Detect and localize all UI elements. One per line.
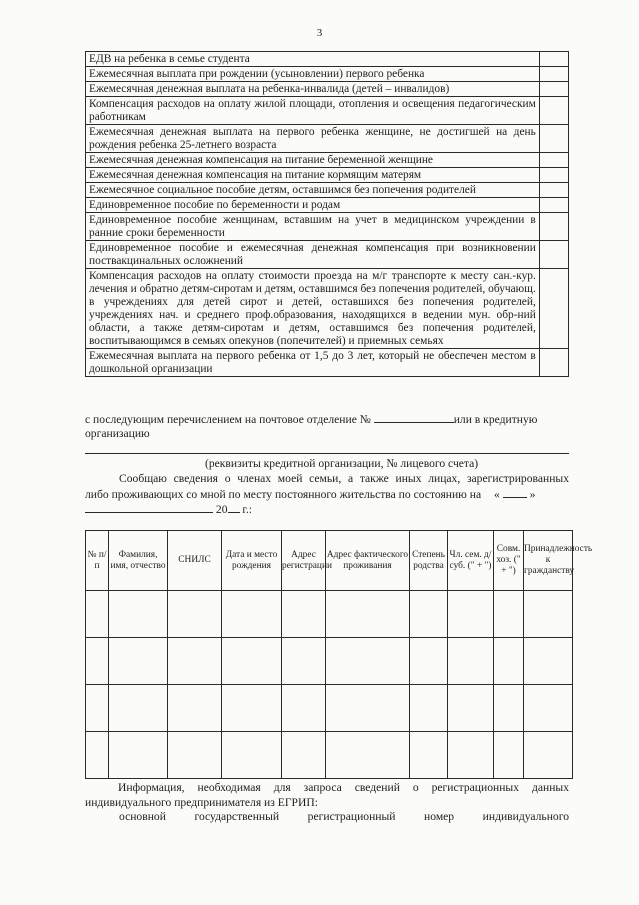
member-cell[interactable] bbox=[326, 638, 410, 685]
benefit-row bbox=[86, 168, 569, 183]
egrip-line-3: основной государственный регистрационный номер индивидуального bbox=[119, 810, 569, 823]
benefit-label: Компенсация расходов на оплату стоимости проезда на м/г транспорте к месту сан.-кур. лечения и обратно детям-сиротам и детям, оставшимся без попечения родителей, обучающ. в учреждениях для детей сирот и детей, оставшихся без попечения родителей, учреждениях нач. и среднего проф.образования, находящихся в ведении мун. обр-ний области, а также детям-сиротам и детям, оставшимся без попечения родителей, воспитывающимся в семьях опекунов (попечителей) и приемных семьях bbox=[86, 269, 540, 349]
members-header-cell: Адрес фактического проживания bbox=[326, 531, 410, 591]
member-cell[interactable] bbox=[448, 685, 494, 732]
member-cell[interactable] bbox=[494, 732, 524, 779]
member-cell[interactable] bbox=[448, 732, 494, 779]
family-line-2 bbox=[85, 487, 535, 502]
member-cell[interactable] bbox=[448, 591, 494, 638]
benefit-row bbox=[86, 52, 569, 67]
benefit-row bbox=[86, 213, 569, 241]
bank-details-field[interactable] bbox=[85, 453, 569, 454]
benefit-row bbox=[86, 97, 569, 125]
close-quote: » bbox=[529, 488, 536, 501]
member-cell[interactable] bbox=[410, 685, 448, 732]
table-row bbox=[86, 638, 573, 685]
members-header-cell: СНИЛС bbox=[168, 531, 222, 591]
member-cell[interactable] bbox=[222, 685, 282, 732]
member-cell[interactable] bbox=[109, 638, 168, 685]
member-cell[interactable] bbox=[168, 638, 222, 685]
member-cell[interactable] bbox=[168, 685, 222, 732]
benefit-label: Ежемесячная денежная выплата на ребенка-инвалида (детей – инвалидов) bbox=[86, 82, 540, 97]
benefit-row bbox=[86, 269, 569, 349]
benefit-checkbox-cell[interactable] bbox=[539, 67, 568, 82]
benefit-row bbox=[86, 153, 569, 168]
member-cell[interactable] bbox=[86, 591, 109, 638]
member-cell[interactable] bbox=[86, 685, 109, 732]
benefit-row bbox=[86, 198, 569, 213]
benefit-label: Ежемесячная выплата на первого ребенка от 1,5 до 3 лет, который не обеспечен местом в дошкольной организации bbox=[86, 349, 540, 377]
members-header-cell: Принадлежность к гражданству bbox=[524, 531, 573, 591]
page-number: 3 bbox=[316, 27, 323, 39]
open-quote: « bbox=[494, 488, 500, 501]
benefit-label: Единовременное пособие по беременности и родам bbox=[86, 198, 540, 213]
benefit-label: Единовременное пособие женщинам, вставшим на учет в медицинском учреждении в ранние сроки беременности bbox=[86, 213, 540, 241]
egrip-line-1: Информация, необходимая для запроса сведений о регистрационных данных bbox=[118, 781, 569, 794]
members-header-cell: № п/п bbox=[86, 531, 109, 591]
benefit-label: Единовременное пособие и ежемесячная денежная компенсация при возникновении поствакцинальных осложнений bbox=[86, 241, 540, 269]
member-cell[interactable] bbox=[282, 732, 326, 779]
member-cell[interactable] bbox=[326, 685, 410, 732]
benefit-row bbox=[86, 82, 569, 97]
member-cell[interactable] bbox=[410, 732, 448, 779]
member-cell[interactable] bbox=[222, 638, 282, 685]
benefit-row bbox=[86, 241, 569, 269]
member-cell[interactable] bbox=[448, 638, 494, 685]
member-cell[interactable] bbox=[494, 685, 524, 732]
members-header-cell: Фамилия, имя, отчество bbox=[109, 531, 168, 591]
date-year-field[interactable] bbox=[228, 502, 240, 513]
benefit-checkbox-cell[interactable] bbox=[539, 241, 568, 269]
member-cell[interactable] bbox=[282, 685, 326, 732]
transfer-line-1 bbox=[85, 412, 537, 427]
benefit-checkbox-cell[interactable] bbox=[539, 168, 568, 183]
transfer-line-2: организацию bbox=[85, 427, 150, 440]
member-cell[interactable] bbox=[524, 732, 573, 779]
year-prefix: 20 bbox=[215, 503, 228, 516]
year-suffix: г.: bbox=[242, 503, 252, 516]
benefit-label: Ежемесячная выплата при рождении (усыновлении) первого ребенка bbox=[86, 67, 540, 82]
member-cell[interactable] bbox=[109, 685, 168, 732]
benefit-checkbox-cell[interactable] bbox=[539, 183, 568, 198]
benefit-checkbox-cell[interactable] bbox=[539, 97, 568, 125]
benefit-checkbox-cell[interactable] bbox=[539, 198, 568, 213]
benefit-label: Ежемесячная денежная компенсация на питание беременной женщине bbox=[86, 153, 540, 168]
member-cell[interactable] bbox=[524, 685, 573, 732]
post-office-number-field[interactable] bbox=[374, 412, 454, 423]
member-cell[interactable] bbox=[524, 591, 573, 638]
transfer-prefix: с последующим перечислением на почтовое отделение № bbox=[85, 413, 371, 426]
member-cell[interactable] bbox=[282, 591, 326, 638]
member-cell[interactable] bbox=[524, 638, 573, 685]
benefit-row bbox=[86, 125, 569, 153]
benefit-label: Ежемесячная денежная выплата на первого ребенка женщине, не достигшей на день рождения ребенка 25-летнего возраста bbox=[86, 125, 540, 153]
member-cell[interactable] bbox=[494, 638, 524, 685]
date-month-field[interactable] bbox=[85, 502, 213, 513]
member-cell[interactable] bbox=[410, 638, 448, 685]
benefit-label: Ежемесячная денежная компенсация на питание кормящим матерям bbox=[86, 168, 540, 183]
member-cell[interactable] bbox=[222, 732, 282, 779]
benefit-row bbox=[86, 349, 569, 377]
benefit-checkbox-cell[interactable] bbox=[539, 349, 568, 377]
member-cell[interactable] bbox=[282, 638, 326, 685]
benefit-checkbox-cell[interactable] bbox=[539, 153, 568, 168]
benefit-checkbox-cell[interactable] bbox=[539, 213, 568, 241]
family-line-1: Сообщаю сведения о членах моей семьи, а также иных лицах, зарегистрированных bbox=[119, 472, 569, 485]
members-header-cell: Совм. хоз. (" + ") bbox=[494, 531, 524, 591]
member-cell[interactable] bbox=[168, 591, 222, 638]
table-row bbox=[86, 591, 573, 638]
family-members-table bbox=[85, 530, 593, 779]
member-cell[interactable] bbox=[86, 638, 109, 685]
members-header-cell: Адрес регистрации bbox=[282, 531, 326, 591]
member-cell[interactable] bbox=[326, 591, 410, 638]
member-cell[interactable] bbox=[326, 732, 410, 779]
benefit-checkbox-cell[interactable] bbox=[539, 52, 568, 67]
member-cell[interactable] bbox=[494, 591, 524, 638]
benefit-checkbox-cell[interactable] bbox=[539, 269, 568, 349]
egrip-line-2: индивидуального предпринимателя из ЕГРИП: bbox=[85, 796, 318, 809]
family-line-2-text: либо проживающих со мной по месту постоянного жительства по состоянию на bbox=[85, 488, 482, 501]
members-header-cell: Степень родства bbox=[410, 531, 448, 591]
member-cell[interactable] bbox=[86, 732, 109, 779]
date-day-field[interactable] bbox=[503, 487, 527, 498]
member-cell[interactable] bbox=[222, 591, 282, 638]
benefit-label: ЕДВ на ребенка в семье студента bbox=[86, 52, 540, 67]
benefit-row bbox=[86, 67, 569, 82]
table-row bbox=[86, 685, 573, 732]
member-cell[interactable] bbox=[410, 591, 448, 638]
table-row bbox=[86, 732, 573, 779]
benefit-label: Ежемесячное социальное пособие детям, оставшимся без попечения родителей bbox=[86, 183, 540, 198]
family-line-3 bbox=[85, 502, 252, 517]
members-header-cell: Дата и место рождения bbox=[222, 531, 282, 591]
benefit-row bbox=[86, 183, 569, 198]
members-header-cell: Чл. сем. д/суб. (" + ") bbox=[448, 531, 494, 591]
benefits-table bbox=[85, 51, 569, 377]
bank-details-caption: (реквизиты кредитной организации, № лицевого счета) bbox=[205, 457, 479, 470]
member-cell[interactable] bbox=[109, 591, 168, 638]
member-cell[interactable] bbox=[109, 732, 168, 779]
transfer-suffix: или в кредитную bbox=[453, 413, 538, 426]
benefit-checkbox-cell[interactable] bbox=[539, 125, 568, 153]
member-cell[interactable] bbox=[168, 732, 222, 779]
benefit-label: Компенсация расходов на оплату жилой площади, отопления и освещения педагогическим работникам bbox=[86, 97, 540, 125]
benefit-checkbox-cell[interactable] bbox=[539, 82, 568, 97]
